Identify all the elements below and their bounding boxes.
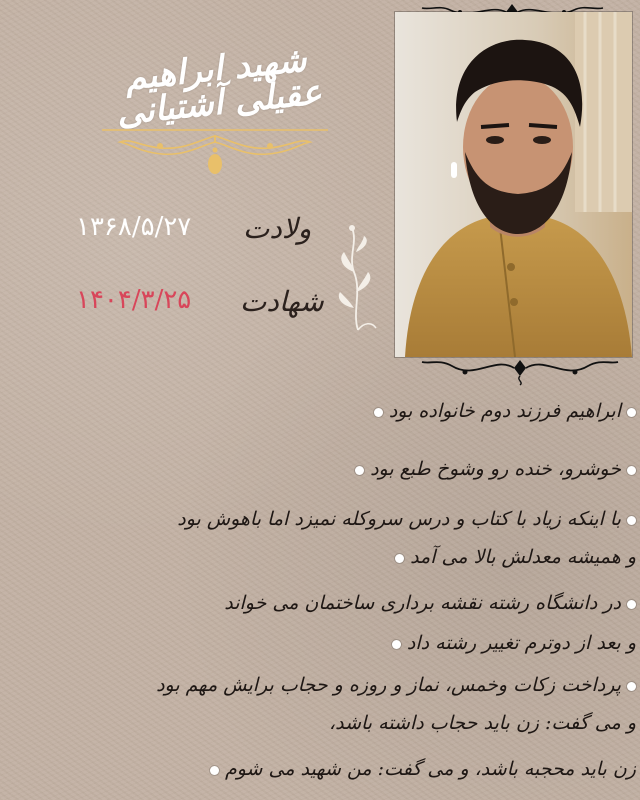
bio-line-text: در دانشگاه رشته نقشه برداری ساختمان می خواند — [224, 592, 621, 614]
page-title: شهید ابراهیم عقیلی آشتیانی — [114, 39, 324, 134]
bio-line-text: با اینکه زیاد با کتاب و درس سروکله نمیزد اما باهوش بود — [177, 508, 621, 530]
martyrdom-label: شهادت — [240, 285, 324, 318]
white-dot-icon — [627, 466, 636, 475]
bio-line — [224, 592, 636, 614]
bio-line-text: خوشرو، خنده رو وشوخ طبع بود — [370, 458, 621, 480]
floral-branch-icon — [332, 222, 384, 334]
portrait-photo — [395, 12, 632, 357]
bio-line-text: پرداخت زکات وخمس، نماز و روزه و حجاب برایش مهم بود — [156, 674, 621, 696]
white-dot-icon — [395, 554, 404, 563]
bio-line — [210, 758, 636, 780]
bio-line-text: ابراهیم فرزند دوم خانواده بود — [388, 400, 621, 422]
bio-line-text: و می گفت: زن باید حجاب داشته باشد، — [328, 712, 636, 734]
bio-line — [355, 458, 636, 480]
birth-date: ۱۳۶۸/۵/۲۷ — [76, 212, 192, 242]
white-dot-icon — [627, 600, 636, 609]
bio-line — [395, 546, 636, 568]
white-dot-icon — [210, 766, 219, 775]
black-flourish-icon — [420, 350, 620, 386]
white-dot-icon — [374, 408, 383, 417]
bio-line — [329, 712, 636, 734]
bio-line — [392, 632, 636, 654]
portrait-image — [395, 12, 632, 357]
gold-flourish-icon — [100, 122, 330, 182]
martyrdom-date: ۱۴۰۴/۳/۲۵ — [76, 285, 192, 315]
bio-line — [374, 400, 636, 422]
birth-label: ولادت — [243, 212, 312, 245]
white-dot-icon — [627, 408, 636, 417]
bio-line-text: و همیشه معدلش بالا می آمد — [410, 546, 636, 568]
white-dot-icon — [392, 640, 401, 649]
white-dot-icon — [627, 682, 636, 691]
bio-line-text: و بعد از دوترم تغییر رشته داد — [406, 632, 636, 654]
white-dot-icon — [355, 466, 364, 475]
bio-line — [156, 674, 636, 696]
bio-line-text: زن باید محجبه باشد، و می گفت: من شهید می شوم — [224, 758, 636, 780]
bio-line — [177, 508, 636, 530]
white-dot-icon — [627, 516, 636, 525]
